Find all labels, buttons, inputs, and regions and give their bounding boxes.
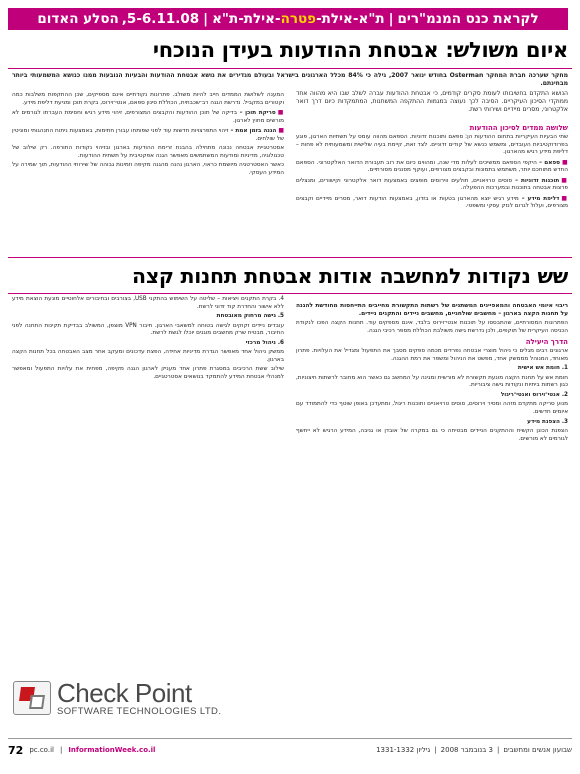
- footer-left: [8, 744, 155, 757]
- bullet-lead: הגנה בזמן אמת –: [228, 128, 277, 135]
- bullet-icon: ■: [561, 194, 568, 202]
- body-paragraph: המענה לשלושת הממדים חייב להיות משולב. פתרונות נקודתיים אינם מספיקים, שכן ההתקפות משלבות כמה וקטורים במקביל. נדרשת הגנה רב־שכבתית, הכוללת סינון ספאם, אנטי־וירוס, בקרת תוכן ומניעת דליפת מידע.: [12, 92, 284, 106]
- bullet-lead: תוכנות זדוניות –: [512, 177, 560, 184]
- article1-right-column: [296, 121, 568, 213]
- article1-headline: איום משולש: אבטחת ההודעות בעידן הנוכחי: [152, 38, 568, 62]
- footer-separator: |: [59, 746, 63, 754]
- logo-name: Check Point: [57, 677, 192, 708]
- footer-site: pc.co.il: [29, 746, 54, 754]
- body-paragraph: חומת אש על תחנת הקצה מונעת תקשורת לא מורשית ומגינה על המחשב גם כאשר הוא מחובר לרשתות חיצוניות, כגון רשתות ביתיות ונקודות גישה ציבוריות.: [296, 374, 568, 389]
- footer-right: [376, 746, 572, 754]
- bullet-item: [296, 159, 568, 175]
- body-paragraph: אסטרטגיית אבטחה נכונה מתחילה בהבנת זרימת ההודעות בארגון ובזיהוי נקודות התורפה. רק שילוב של טכנולוגיה, מדיניות ומודעות המשתמשים מאפשר הגנה אפקטיבית על תשתית ההודעות.: [12, 145, 284, 159]
- intro-paragraph: הנושא התקדם בחשיבותו לעומת סקרים קודמים, כי אבטחת ההודעות עברה לשלב שבו היא מהווה אחד ממוקדי הסיכון העיקריים. הסיבה לכך נעוצה במגמות ההתקפה המשתנות, המתמקדות כיום דרך דואר אלקטרוני, מסרים מיידיים ושירותי רשת.: [296, 89, 568, 114]
- body-paragraph: הצפנת הכונן הקשיח וההתקנים הניידים מבטיחה כי גם במקרה של אובדן או גניבה, המידע הרגיש לא ייחשף לגורמים לא מורשים.: [296, 428, 568, 442]
- banner-city: ת"א: [212, 11, 239, 27]
- article2-right-column: [296, 303, 568, 445]
- bullet-item: [12, 109, 284, 125]
- check-point-logo-icon: [13, 681, 51, 715]
- bullet-icon: ■: [561, 176, 569, 184]
- page-number: 72: [8, 743, 24, 757]
- bullet-icon: ■: [278, 127, 285, 135]
- bullet-item: [296, 195, 568, 211]
- banner-city: ת"א: [358, 11, 385, 27]
- article-divider: [8, 257, 572, 258]
- article1-left-column: [12, 92, 284, 179]
- banner-city: אילת: [321, 11, 353, 27]
- headline-rule: [8, 68, 572, 69]
- banner-dash: -: [238, 11, 244, 27]
- body-paragraph: שילוב ששת הרכיבים במסגרת פתרון אחד מעניק לארגון הגנה מקיפה, מפחית את עלויות התפעול ומאפשר למנהלי אבטחת המידע להתמקד בנושאים אסטרטגיים.: [12, 366, 284, 380]
- publisher-name: שבועון אנשים ומחשבים: [503, 746, 572, 754]
- conference-banner: [8, 8, 568, 30]
- body-paragraph: הפתרונות המסורתיים, שהתבססו על תוכנות אנטי־וירוס בלבד, אינם מספקים עוד. תחנות הקצה הפכו לנקודת הכניסה העיקרית של תוקפים, ולכן נדרשת גישה משולבת הכוללת מספר רכיבי הגנה.: [296, 320, 568, 334]
- banner-city: אילת: [243, 11, 275, 27]
- bullet-lead: סריקת תוכן –: [237, 110, 276, 117]
- issue-number: גיליון 1331-1332: [376, 746, 431, 754]
- intro-bold-paragraph: מחקר שערכה חברת המחקר Osterman בחודש ינואר 2007, גילה כי 84% מכלל הארגונים בישראל ובעולם מגדירים את נושא אבטחת ההודעות והבעיות הנובעות ממנו כנושא המשמעותי ביותר מבחינתם.: [12, 72, 568, 88]
- magazine-url: InformationWeek.co.il: [68, 746, 156, 754]
- section-subheading: הדרך היעילה: [525, 338, 568, 347]
- bullet-text: זיהוי התפרצויות חדשות עוד לפני שפותחו עבורן חתימות, באמצעות ניתוח התנהגותי ומוניטין של שולחים.: [12, 128, 284, 142]
- article2-headline: שש נקודות למחשבה אודות אבטחת תחנות קצה: [132, 264, 568, 288]
- body-paragraph: עובדים ניידים זקוקים לגישה בטוחה למשאבי הארגון. חיבור VPN מוצפן, המשולב בבדיקת תקינות התחנה לפני החיבור, מבטיח שרק מחשבים מוגנים יוכלו לגשת לרשת.: [12, 322, 285, 337]
- banner-hotel: הסלע האדום: [37, 11, 119, 27]
- bullet-item: [12, 127, 284, 143]
- bullet-icon: ■: [277, 109, 285, 117]
- lead-paragraph: ריבוי איומי האבטחה והמאפיינים המשתנים של רשתות התקשורת מחייבים התייחסות מחודשת להגנה על תחנות הקצה בארגון – מחשבים שולחניים, מחשבים ניידים והתקנים ניידים.: [296, 303, 568, 317]
- bullet-item: [296, 177, 568, 193]
- check-point-logo: [13, 678, 281, 718]
- banner-dash: -: [275, 11, 281, 27]
- point-heading: 2. אנטי־וירוס ואנטי־ריגול: [500, 391, 568, 398]
- bullet-text: מידע רגיש יוצא מהארגון בטעות או בזדון, באמצעות הודעות דואר, מסרים מיידיים וקבצים מצורפים, ועלול לגרום לנזק עסקי ומשפטי.: [296, 195, 568, 210]
- banner-dash: -: [352, 11, 359, 27]
- bullet-lead: ספאם –: [536, 159, 560, 166]
- logo-wordmark: [57, 677, 222, 717]
- banner-separator: |: [388, 11, 394, 27]
- bullet-text: היקפי הספאם ממשיכים לעלות מדי שנה, ומהווים כיום את רוב תעבורת הדואר האלקטרוני. הספאם החדש מתוחכם יותר, משתמש בתמונות ובקבצים מצורפים, ועוקף מסננים מסורתיים.: [296, 159, 568, 174]
- bullet-text: בדיקה של תוכן ההודעות והקבצים המצורפים, זיהוי מידע רגיש וחסימת העברתו לגורמים לא מורשים מחוץ לארגון.: [12, 110, 284, 124]
- banner-separator: |: [203, 11, 209, 27]
- footer-separator: |: [434, 746, 437, 754]
- point-heading: 5. גישה מרחוק מאובטחת: [216, 313, 284, 320]
- section-subheading: שלושה ממדים לסיכון ההודעות: [469, 124, 568, 132]
- body-paragraph: שתי הבעיות העיקריות בתחום ההודעות הן: ספאם ותוכנות זדוניות. הספאם מהווה עומס על תשתיות הארגון, פוגע בפרודוקטיביות העובדים, ומשמש כנשא של קודים זדוניים. לצד זאת, קיימת בעיה שלישית ומשמעותית לא פחות – דליפת מידע רגיש מהארגון.: [296, 134, 568, 156]
- headline-rule: [8, 293, 572, 294]
- bullet-lead: דליפת מידע –: [518, 195, 560, 202]
- body-paragraph: 4. בקרת התקנים ויציאות – שליטה על השימוש בהתקני USB, בצורבים ובחיבורים אלחוטיים מונעת הוצאת מידע ללא אישור והחדרת קוד זדוני לרשת.: [12, 296, 284, 310]
- point-heading: 1. חומת אש אישית: [517, 365, 568, 372]
- body-paragraph: מנוע סריקה מתקדם מזהה ומסיר וירוסים, סוסים טרויאניים ותוכנות ריגול, ומתעדכן באופן שוטף כדי להתמודד עם איומים חדשים.: [296, 401, 568, 416]
- issue-date: 3 בנובמבר 2008: [440, 746, 493, 754]
- body-paragraph: ממשק ניהול אחד מאפשר הגדרת מדיניות אחידה, הפצת עדכונים ומעקב אחר מצב האבטחה בכל תחנות הקצה בארגון.: [12, 349, 284, 363]
- article2-left-column: [12, 296, 284, 383]
- point-heading: 3. הצפנת מידע: [527, 418, 568, 425]
- page-footer: [8, 738, 572, 758]
- point-heading: 6. ניהול מרכזי: [245, 339, 284, 346]
- banner-dash: -: [316, 11, 322, 27]
- footer-separator: |: [496, 746, 500, 754]
- banner-prefix: לקראת כנס המנמ"רים: [397, 11, 539, 27]
- banner-dates: 5-6.11.08: [126, 11, 200, 27]
- body-paragraph: כאשר האסטרטגיה מיושמת כראוי, הארגון נהנה מהגנה מקיפה וזמינות גבוהה של שירותי ההודעות, תוך שמירה על המידע העסקי.: [12, 162, 284, 176]
- banner-separator: ,: [121, 11, 127, 27]
- logo-tagline: SOFTWARE TECHNOLOGIES LTD.: [57, 705, 222, 717]
- banner-city-highlight: פטרה: [280, 11, 317, 27]
- bullet-icon: ■: [561, 158, 568, 166]
- body-paragraph: ארגונים רבים מגלים כי ניהול מוצרי אבטחה נפרדים מכמה ספקים מסבך את התפעול ומגדיל את העלויות. פתרון מאוחד, המנוהל מממשק אחד, מפשט את הניהול ומשפר את רמת ההגנה.: [296, 348, 568, 362]
- bullet-text: סוסים טרויאניים, תולעים ווירוסים מופצים באמצעות דואר אלקטרוני וקישורים, ומנצלים פרצות אבטחה בתוכנות ובמערכות ההפעלה.: [296, 177, 568, 192]
